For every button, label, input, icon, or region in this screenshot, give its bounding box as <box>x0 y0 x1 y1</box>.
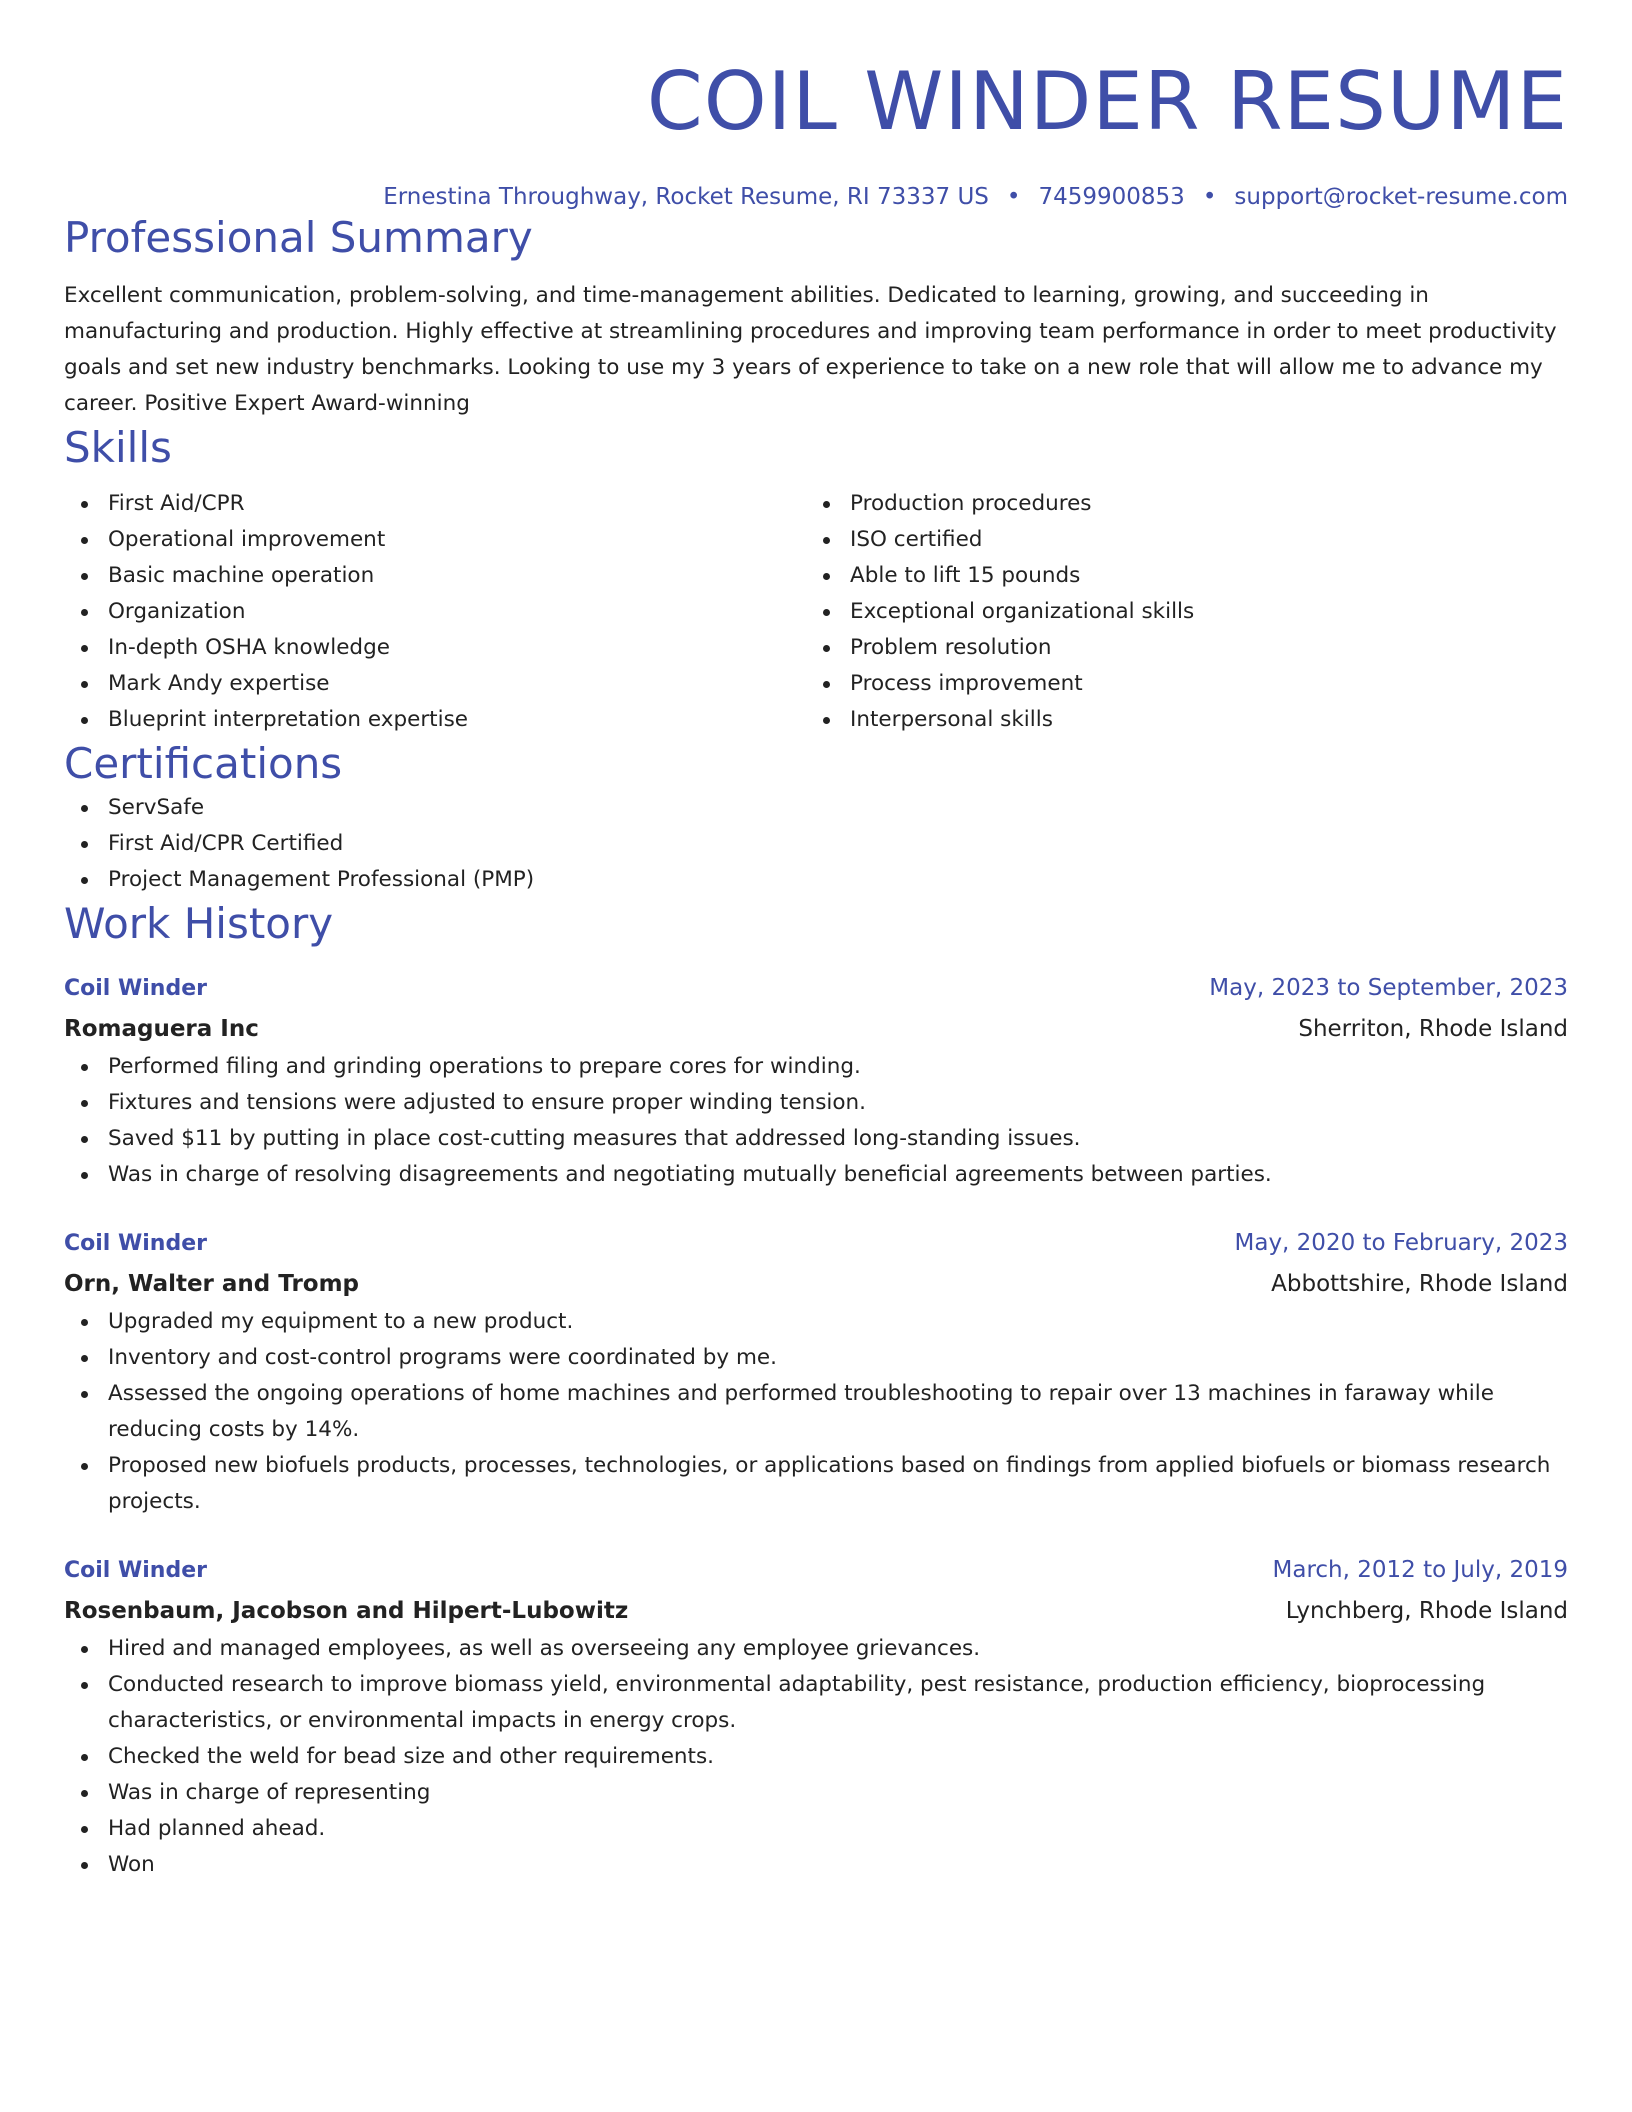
skill-item: Operational improvement <box>64 522 806 558</box>
skills-grid <box>64 486 1568 738</box>
job-entry <box>64 1223 1568 1520</box>
resume-title: COIL WINDER RESUME <box>646 55 1568 148</box>
job-duty: Was in charge of resolving disagreements and negotiating mutually beneficial agreements between parties. <box>64 1157 1568 1193</box>
job-company: Orn, Walter and Tromp <box>64 1271 360 1297</box>
job-company-row <box>64 1591 1568 1631</box>
contact-separator: • <box>1006 184 1021 210</box>
work-history-heading: Work History <box>64 899 334 948</box>
skill-item: In-depth OSHA knowledge <box>64 630 806 666</box>
job-entry <box>64 968 1568 1193</box>
skill-item: Process improvement <box>806 666 1548 702</box>
job-duties-list <box>64 1304 1568 1520</box>
job-duty: Had planned ahead. <box>64 1811 1568 1847</box>
job-company-row <box>64 1264 1568 1304</box>
job-title-row <box>64 968 1568 1009</box>
certification-item: First Aid/CPR Certified <box>64 826 1568 862</box>
skill-item: Mark Andy expertise <box>64 666 806 702</box>
job-company-row <box>64 1009 1568 1049</box>
job-duty: Proposed new biofuels products, processes, technologies, or applications based on findings from applied biofuels or biomass research projects. <box>64 1448 1568 1520</box>
job-company: Romaguera Inc <box>64 1016 259 1042</box>
job-duties-list <box>64 1049 1568 1193</box>
resume-header <box>64 0 1568 212</box>
job-location: Lynchberg, Rhode Island <box>1285 1598 1568 1624</box>
job-duty: Fixtures and tensions were adjusted to ensure proper winding tension. <box>64 1085 1568 1121</box>
skill-item: Organization <box>64 594 806 630</box>
job-duty: Assessed the ongoing operations of home machines and performed troubleshooting to repair over 13 machines in faraway while reducing costs by 14%. <box>64 1376 1568 1448</box>
job-location: Sherriton, Rhode Island <box>1298 1016 1568 1042</box>
contact-address: Ernestina Throughway, Rocket Resume, RI 73337 US <box>383 184 989 210</box>
contact-phone: 7459900853 <box>1038 184 1185 210</box>
job-duty: Checked the weld for bead size and other requirements. <box>64 1739 1568 1775</box>
contact-email[interactable]: support@rocket-resume.com <box>1234 184 1568 210</box>
job-location: Abbottshire, Rhode Island <box>1271 1271 1568 1297</box>
contact-separator: • <box>1202 184 1217 210</box>
skill-item: Blueprint interpretation expertise <box>64 702 806 738</box>
job-company: Rosenbaum, Jacobson and Hilpert-Lubowitz <box>64 1598 629 1624</box>
summary-heading: Professional Summary <box>64 213 533 262</box>
job-duty: Won <box>64 1847 1568 1883</box>
job-duty: Saved $11 by putting in place cost-cutting measures that addressed long-standing issues. <box>64 1121 1568 1157</box>
job-duty: Was in charge of representing <box>64 1775 1568 1811</box>
skill-item: Able to lift 15 pounds <box>806 558 1548 594</box>
job-dates: May, 2020 to February, 2023 <box>1234 1230 1568 1256</box>
skill-item: Exceptional organizational skills <box>806 594 1548 630</box>
skills-list-left <box>64 486 806 738</box>
job-duty: Performed filing and grinding operations to prepare cores for winding. <box>64 1049 1568 1085</box>
skill-item: Basic machine operation <box>64 558 806 594</box>
job-duty: Upgraded my equipment to a new product. <box>64 1304 1568 1340</box>
certifications-heading: Certifications <box>64 739 343 788</box>
skills-heading: Skills <box>64 423 172 472</box>
job-duty: Inventory and cost-control programs were coordinated by me. <box>64 1340 1568 1376</box>
job-dates: March, 2012 to July, 2019 <box>1272 1557 1568 1583</box>
certifications-list <box>64 790 1568 898</box>
job-duty: Conducted research to improve biomass yield, environmental adaptability, pest resistance, production efficiency, bioprocessing characteristics, or environmental impacts in energy crops. <box>64 1667 1568 1739</box>
job-duties-list <box>64 1631 1568 1883</box>
skill-item: ISO certified <box>806 522 1548 558</box>
skill-item: Interpersonal skills <box>806 702 1548 738</box>
contact-line <box>64 182 1568 212</box>
job-title: Coil Winder <box>64 1558 207 1583</box>
skill-item: Production procedures <box>806 486 1548 522</box>
job-title-row <box>64 1550 1568 1591</box>
job-title: Coil Winder <box>64 1231 207 1256</box>
job-duty: Hired and managed employees, as well as overseeing any employee grievances. <box>64 1631 1568 1667</box>
job-entry <box>64 1550 1568 1883</box>
skills-list-right <box>806 486 1548 738</box>
certification-item: ServSafe <box>64 790 1568 826</box>
summary-text: Excellent communication, problem-solving, and time-management abilities. Dedicated to learning, growing, and succeeding in manufacturing and production. Highly effective at streamlining procedures and improving team performance in order to meet productivity goals and set new industry benchmarks. Looking to use my 3 years of experience to take on a new role that will allow me to advance my career. Positive Expert Award-winning <box>64 283 1557 416</box>
job-dates: May, 2023 to September, 2023 <box>1209 975 1568 1001</box>
certification-item: Project Management Professional (PMP) <box>64 862 1568 898</box>
job-title-row <box>64 1223 1568 1264</box>
skill-item: Problem resolution <box>806 630 1548 666</box>
job-title: Coil Winder <box>64 976 207 1001</box>
skill-item: First Aid/CPR <box>64 486 806 522</box>
